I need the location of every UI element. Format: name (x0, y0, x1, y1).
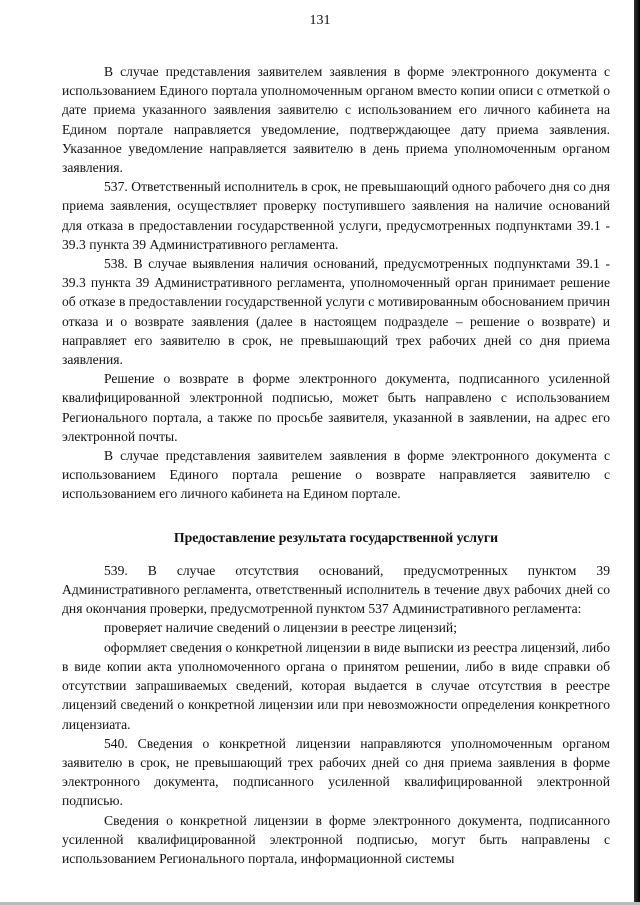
paragraph-538: 538. В случае выявления наличия оснований, предусмотренных подпунктами 39.1 - 39.3 пункта 39 Административного регламента, уполномоченный орган принимает решение об отказе в предоставлении государственной услуги с мотивированным обоснованием причин отказа и о возврате заявления (далее в настоящем подразделе – решение о возврате) и направляет его заявителю в срок, не превышающий трех рабочих дней со дня приема заявления. (62, 256, 610, 368)
paragraph: В случае представления заявителем заявления в форме электронного документа с использованием Единого портала уполномоченным органом вместо копии описи с отметкой о дате приема указанного заявления заявителю с использованием его личного кабинета на Едином портале направляется уведомление, подтверждающее дату приема заявления. Указанное уведомление направляется заявителю в день приема уполномоченным органом заявления. (62, 64, 610, 176)
paragraph: В случае представления заявителем заявления в форме электронного документа с использованием Единого портала решение о возврате направляется заявителю с использованием его личного кабинета на Едином портале. (62, 448, 610, 502)
paragraph: Решение о возврате в форме электронного документа, подписанного усиленной квалифицированной электронной подписью, может быть направлено с использованием Регионального портала, а также по просьбе заявителя, указанной в заявлении, на адрес его электронной почты. (62, 371, 610, 444)
page-number: 131 (309, 13, 331, 28)
paragraph-539: 539. В случае отсутствия оснований, предусмотренных пунктом 39 Административного регламента, ответственный исполнитель в течение двух рабочих дней со дня окончания проверки, предусмотренной пунктом 537 Административного регламента: (62, 562, 610, 617)
paragraph: оформляет сведения о конкретной лицензии в виде выписки из реестра лицензий, либо в виде копии акта уполномоченного органа о принятом решении, либо в виде справки об отсутствии запрашиваемых сведений, которая выдается в случае отсутствия в реестре лицензий сведений о конкретной лицензии или при невозможности определения конкретного лицензиата. (62, 639, 610, 732)
document-body (62, 62, 610, 868)
paragraph: проверяет наличие сведений о лицензии в реестре лицензий; (104, 620, 457, 636)
section-heading: Предоставление результата государственной услуги (173, 529, 499, 545)
paragraph-537: 537. Ответственный исполнитель в срок, не превышающий одного рабочего дня со дня приема заявления, осуществляет проверку поступившего заявления на наличие оснований для отказа в предоставлении государственной услуги, предусмотренных подпунктами 39.1 - 39.3 пункта 39 Административного регламента. (62, 179, 610, 252)
paragraph: Сведения о конкретной лицензии в форме электронного документа, подписанного усиленной квалифицированной электронной подписью, могут быть направлены с использованием Регионального портала, информационной системы (62, 812, 610, 866)
paragraph-540: 540. Сведения о конкретной лицензии направляются уполномоченным органом заявителю в срок, не превышающий трех рабочих дней со дня приема заявления в форме электронного документа, подписанного усиленной квалифицированной электронной подписью. (62, 735, 610, 809)
scan-edge (634, 0, 640, 905)
